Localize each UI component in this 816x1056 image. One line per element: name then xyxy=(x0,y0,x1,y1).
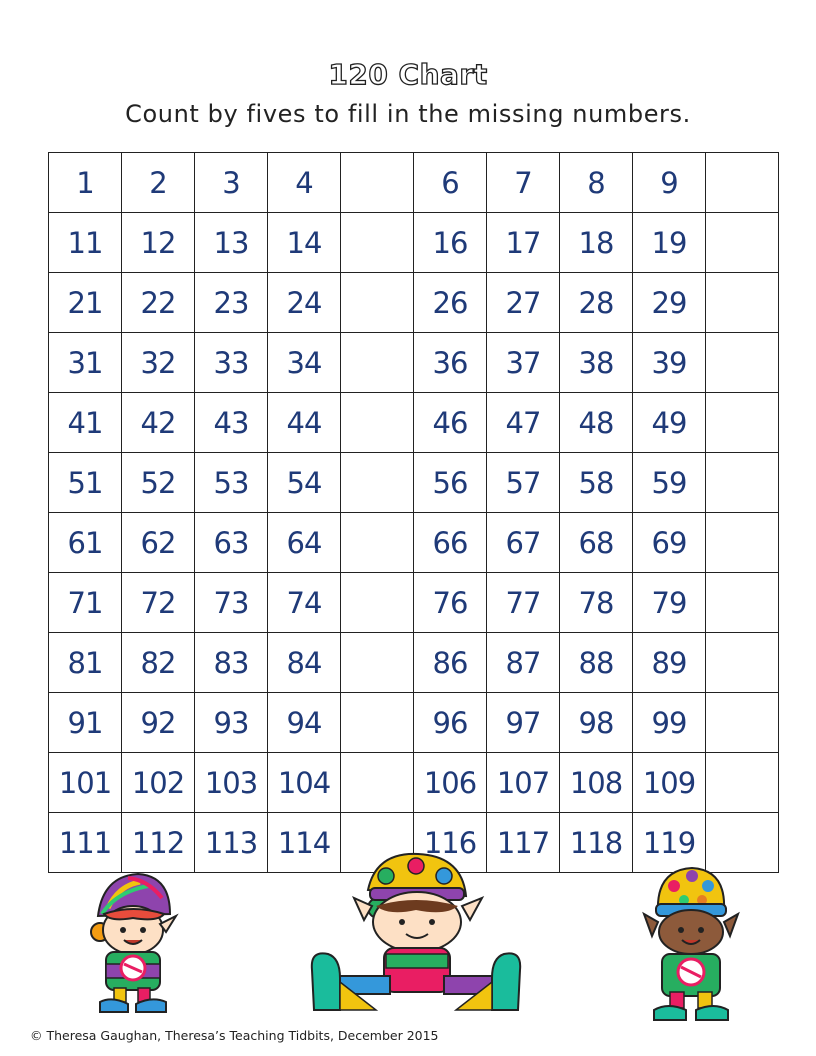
chart-cell: 17 xyxy=(487,213,560,273)
chart-cell: 58 xyxy=(560,453,633,513)
chart-cell: 41 xyxy=(49,393,122,453)
chart-cell: 19 xyxy=(633,213,706,273)
chart-cell: 49 xyxy=(633,393,706,453)
chart-cell: 1 xyxy=(49,153,122,213)
chart-cell: 7 xyxy=(487,153,560,213)
chart-row xyxy=(49,513,779,573)
chart-cell-blank[interactable] xyxy=(341,633,414,693)
chart-cell-blank[interactable] xyxy=(706,273,779,333)
chart-cell: 118 xyxy=(560,813,633,873)
chart-cell: 54 xyxy=(268,453,341,513)
chart-cell: 33 xyxy=(195,333,268,393)
chart-cell: 81 xyxy=(49,633,122,693)
chart-cell: 13 xyxy=(195,213,268,273)
chart-cell: 39 xyxy=(633,333,706,393)
chart-cell: 88 xyxy=(560,633,633,693)
chart-cell: 8 xyxy=(560,153,633,213)
chart-cell: 119 xyxy=(633,813,706,873)
chart-row xyxy=(49,753,779,813)
chart-cell-blank[interactable] xyxy=(706,393,779,453)
chart-cell: 91 xyxy=(49,693,122,753)
instructions: Count by fives to fill in the missing numbers. xyxy=(125,100,691,128)
chart-cell: 46 xyxy=(414,393,487,453)
chart-cell: 62 xyxy=(122,513,195,573)
chart-cell-blank[interactable] xyxy=(341,333,414,393)
chart-cell-blank[interactable] xyxy=(706,693,779,753)
chart-cell: 71 xyxy=(49,573,122,633)
chart-cell: 29 xyxy=(633,273,706,333)
chart-cell: 76 xyxy=(414,573,487,633)
chart-cell: 43 xyxy=(195,393,268,453)
chart-cell-blank[interactable] xyxy=(341,393,414,453)
chart-cell: 57 xyxy=(487,453,560,513)
chart-cell: 6 xyxy=(414,153,487,213)
chart-cell: 21 xyxy=(49,273,122,333)
chart-cell: 53 xyxy=(195,453,268,513)
chart-row xyxy=(49,453,779,513)
chart-cell: 44 xyxy=(268,393,341,453)
chart-cell: 92 xyxy=(122,693,195,753)
sitting-elf-icon xyxy=(306,850,526,1020)
chart-cell: 93 xyxy=(195,693,268,753)
chart-cell-blank[interactable] xyxy=(341,573,414,633)
chart-cell: 37 xyxy=(487,333,560,393)
chart-cell: 104 xyxy=(268,753,341,813)
chart-cell: 51 xyxy=(49,453,122,513)
chart-cell: 14 xyxy=(268,213,341,273)
chart-cell: 101 xyxy=(49,753,122,813)
chart-cell: 47 xyxy=(487,393,560,453)
chart-cell-blank[interactable] xyxy=(341,693,414,753)
chart-cell: 66 xyxy=(414,513,487,573)
chart-cell: 64 xyxy=(268,513,341,573)
chart-cell: 4 xyxy=(268,153,341,213)
chart-cell-blank[interactable] xyxy=(706,573,779,633)
chart-cell: 48 xyxy=(560,393,633,453)
chart-cell: 72 xyxy=(122,573,195,633)
chart-row xyxy=(49,333,779,393)
chart-cell: 114 xyxy=(268,813,341,873)
chart-row xyxy=(49,573,779,633)
chart-cell-blank[interactable] xyxy=(341,513,414,573)
chart-cell: 99 xyxy=(633,693,706,753)
chart-cell: 97 xyxy=(487,693,560,753)
elf-girl-icon xyxy=(78,868,188,1018)
chart-cell: 27 xyxy=(487,273,560,333)
chart-cell: 83 xyxy=(195,633,268,693)
chart-cell: 96 xyxy=(414,693,487,753)
page-title: 120 Chart xyxy=(328,58,488,91)
chart-cell: 32 xyxy=(122,333,195,393)
chart-cell: 61 xyxy=(49,513,122,573)
chart-cell: 16 xyxy=(414,213,487,273)
chart-cell: 98 xyxy=(560,693,633,753)
chart-cell-blank[interactable] xyxy=(341,753,414,813)
chart-row xyxy=(49,393,779,453)
chart-cell: 69 xyxy=(633,513,706,573)
chart-cell-blank[interactable] xyxy=(341,273,414,333)
chart-cell: 26 xyxy=(414,273,487,333)
chart-cell: 113 xyxy=(195,813,268,873)
chart-cell-blank[interactable] xyxy=(341,153,414,213)
chart-cell: 31 xyxy=(49,333,122,393)
chart-cell-blank[interactable] xyxy=(706,153,779,213)
chart-cell: 9 xyxy=(633,153,706,213)
chart-cell: 73 xyxy=(195,573,268,633)
chart-cell: 28 xyxy=(560,273,633,333)
copyright-footer: © Theresa Gaughan, Theresa’s Teaching Tidbits, December 2015 xyxy=(30,1028,439,1043)
chart-cell: 22 xyxy=(122,273,195,333)
chart-cell: 56 xyxy=(414,453,487,513)
chart-cell: 34 xyxy=(268,333,341,393)
chart-cell: 77 xyxy=(487,573,560,633)
chart-cell: 2 xyxy=(122,153,195,213)
chart-cell: 12 xyxy=(122,213,195,273)
chart-cell-blank[interactable] xyxy=(706,513,779,573)
chart-cell: 108 xyxy=(560,753,633,813)
chart-cell: 117 xyxy=(487,813,560,873)
chart-row xyxy=(49,273,779,333)
chart-row xyxy=(49,633,779,693)
chart-cell-blank[interactable] xyxy=(706,333,779,393)
chart-cell: 42 xyxy=(122,393,195,453)
number-chart xyxy=(48,152,779,873)
chart-cell: 67 xyxy=(487,513,560,573)
chart-cell: 84 xyxy=(268,633,341,693)
chart-cell: 94 xyxy=(268,693,341,753)
chart-cell: 63 xyxy=(195,513,268,573)
chart-cell: 116 xyxy=(414,813,487,873)
chart-cell: 52 xyxy=(122,453,195,513)
chart-cell-blank[interactable] xyxy=(341,213,414,273)
chart-cell: 68 xyxy=(560,513,633,573)
chart-row xyxy=(49,213,779,273)
chart-cell-blank[interactable] xyxy=(341,453,414,513)
chart-cell: 23 xyxy=(195,273,268,333)
elf-boy-icon xyxy=(640,864,740,1024)
chart-cell: 24 xyxy=(268,273,341,333)
chart-cell: 79 xyxy=(633,573,706,633)
chart-cell: 74 xyxy=(268,573,341,633)
chart-cell: 102 xyxy=(122,753,195,813)
chart-cell: 59 xyxy=(633,453,706,513)
chart-cell-blank[interactable] xyxy=(706,453,779,513)
chart-cell: 82 xyxy=(122,633,195,693)
chart-cell-blank[interactable] xyxy=(706,213,779,273)
chart-cell: 89 xyxy=(633,633,706,693)
chart-cell: 38 xyxy=(560,333,633,393)
chart-cell-blank[interactable] xyxy=(706,753,779,813)
chart-cell: 111 xyxy=(49,813,122,873)
chart-cell-blank[interactable] xyxy=(706,633,779,693)
chart-cell: 36 xyxy=(414,333,487,393)
chart-cell: 11 xyxy=(49,213,122,273)
chart-row xyxy=(49,693,779,753)
chart-cell: 18 xyxy=(560,213,633,273)
chart-cell: 106 xyxy=(414,753,487,813)
chart-cell: 107 xyxy=(487,753,560,813)
chart-cell: 86 xyxy=(414,633,487,693)
chart-row xyxy=(49,153,779,213)
chart-cell: 3 xyxy=(195,153,268,213)
chart-cell: 87 xyxy=(487,633,560,693)
chart-cell: 103 xyxy=(195,753,268,813)
chart-cell: 78 xyxy=(560,573,633,633)
chart-cell: 109 xyxy=(633,753,706,813)
chart-cell: 112 xyxy=(122,813,195,873)
